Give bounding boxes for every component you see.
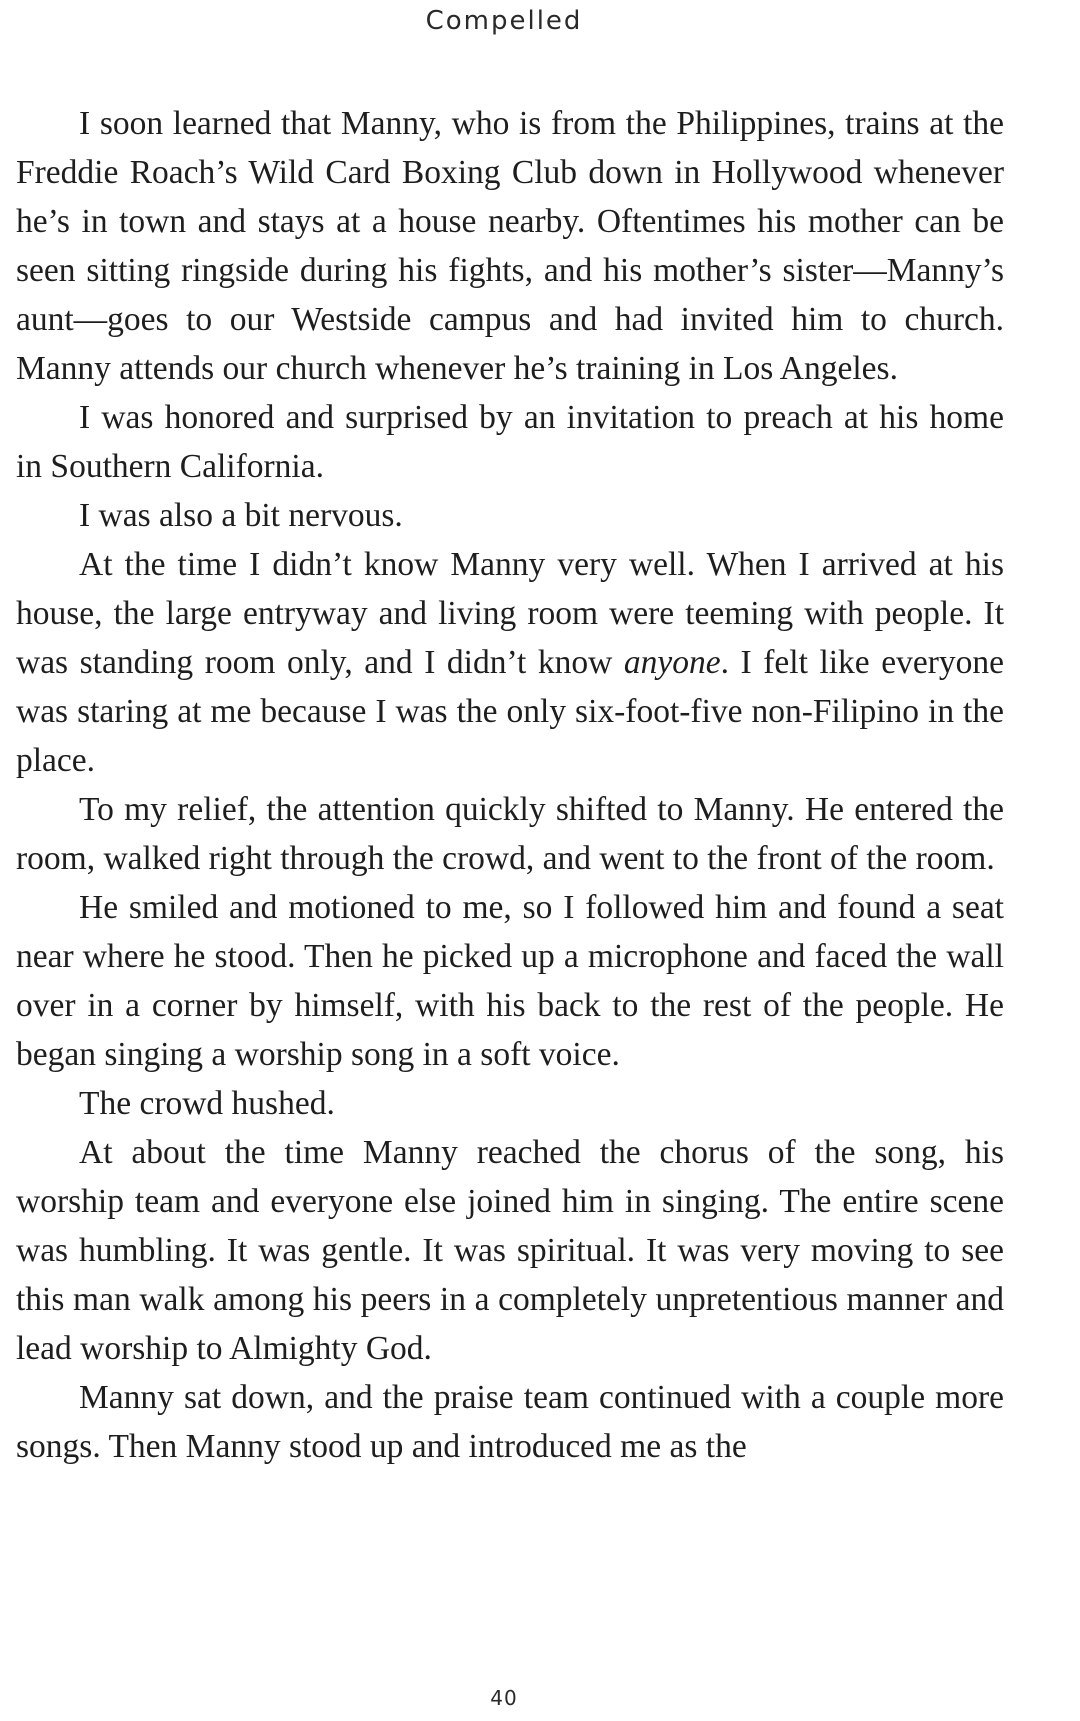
paragraph-3: I was also a bit nervous. [79, 497, 403, 534]
paragraph-4-text-before: At the time I didn’t know Manny very well. When I arrived at his house, the large entryway and living room were teeming with people. It was standing room only, and I didn’t know [16, 546, 1004, 681]
emphasis-anyone: anyone [623, 644, 721, 681]
paragraph-6: He smiled and motioned to me, so I followed him and found a seat near where he stood. Then he picked up a microphone and faced the wall over in a corner by himself, with his back to the rest of the people. He began singing a worship song in a soft voice. [16, 889, 1004, 1073]
paragraph-1: I soon learned that Manny, who is from the Philippines, trains at the Freddie Roach’s Wild Card Boxing Club down in Hollywood whenever he’s in town and stays at a house nearby. Oftentimes his mother can be seen sitting ringside during his fights, and his mother’s sister—Manny’s aunt—goes to our Westside campus and had invited him to church. Manny attends our church whenever he’s training in Los Angeles. [16, 105, 1004, 387]
paragraph-2: I was honored and surprised by an invitation to preach at his home in Southern California. [16, 399, 1004, 485]
body-text [16, 99, 1004, 1471]
paragraph-4 [16, 540, 1004, 785]
paragraph-5: To my relief, the attention quickly shifted to Manny. He entered the room, walked right through the crowd, and went to the front of the room. [16, 791, 1004, 877]
running-head: Compelled [425, 6, 583, 36]
paragraph-4-text-after: . I felt like everyone was staring at me because I was the only six-foot-five non-Filipino in the place. [16, 644, 1004, 779]
paragraph-8: At about the time Manny reached the chorus of the song, his worship team and everyone else joined him in singing. The entire scene was humbling. It was gentle. It was spiritual. It was very moving to see this man walk among his peers in a completely unpretentious manner and lead worship to Almighty God. [16, 1134, 1004, 1367]
page-number: 40 [490, 1686, 518, 1710]
paragraph-7: The crowd hushed. [79, 1085, 335, 1122]
paragraph-9: Manny sat down, and the praise team continued with a couple more songs. Then Manny stood up and introduced me as the [16, 1379, 1004, 1465]
